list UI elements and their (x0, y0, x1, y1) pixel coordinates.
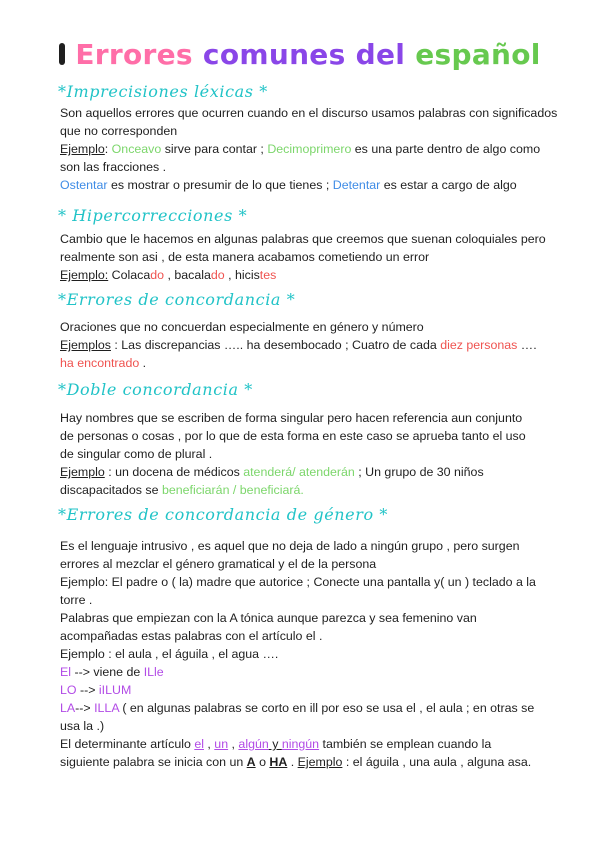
word-ostentar: Ostentar (60, 178, 108, 192)
text-fragment: --> (76, 683, 99, 697)
text-line: torre . (60, 593, 93, 607)
text-fragment: y (268, 737, 282, 751)
text-fragment: también se emplean cuando la (319, 737, 492, 751)
example-line (60, 463, 570, 481)
text-fragment: siguiente palabra se inicia con un (60, 755, 247, 769)
text-fragment: : un docena de médicos (104, 465, 244, 479)
page-title (0, 38, 600, 71)
article-el: El (60, 665, 72, 679)
letters-ha: HA (269, 755, 288, 769)
latin-source: ILle (143, 665, 164, 679)
latin-source: iILUM (98, 683, 132, 697)
text-fragment: , (203, 737, 215, 751)
article-la: LA (60, 701, 76, 715)
text-fragment: El determinante artículo (60, 737, 195, 751)
determinante-un: un (214, 737, 229, 751)
section-concordancia-body (60, 318, 570, 372)
example-line (60, 266, 570, 284)
section-imprecisiones-body (60, 104, 570, 194)
text-line: Ejemplo: El padre o ( la) madre que autorice ; Conecte una pantalla y( un ) teclado a la (60, 575, 536, 589)
text-fragment: o (255, 755, 270, 769)
text-fragment: . (287, 755, 298, 769)
heading-errores-concordancia: *Errores de concordancia * (58, 290, 296, 309)
text-fragment: : Las discrepancias ….. ha desembocado ; Cuatro de cada (110, 338, 441, 352)
title-word-comunes: comunes (202, 38, 346, 71)
article-lo: LO (60, 683, 77, 697)
heading-concordancia-genero: *Errores de concordancia de género * (58, 505, 388, 524)
highlight-red: diez personas (440, 338, 518, 352)
text-line: Palabras que empiezan con la A tónica aunque parezca y sea femenino van (60, 611, 477, 625)
heading-hipercorrecciones: * Hipercorrecciones * (58, 206, 248, 225)
text-line: realmente son asi , de esta manera acabamos cometiendo un error (60, 250, 430, 264)
text-fragment: --> (75, 701, 95, 715)
word-suffix-red: tes (259, 268, 277, 282)
section-genero-body (60, 537, 570, 771)
text-fragment: sirve para contar ; (161, 142, 264, 156)
text-line: Cambio que le hacemos en algunas palabras que creemos que suenan coloquiales pero (60, 232, 546, 246)
word-onceavo: Onceavo (111, 142, 162, 156)
highlight-red: ha encontrado (60, 356, 140, 370)
determinante-algun: algún (238, 737, 269, 751)
title-word-errores: Errores (75, 38, 193, 71)
text-fragment: discapacitados se (60, 483, 162, 497)
text-fragment: . (139, 356, 147, 370)
latin-source: ILLA (94, 701, 119, 715)
text-line (60, 481, 570, 499)
title-bar-mark (59, 43, 65, 65)
text-fragment: : el águila , una aula , alguna asa. (342, 755, 532, 769)
text-fragment: ( en algunas palabras se corto en ill por eso se usa el , el aula ; en otras se (118, 701, 535, 715)
heading-doble-concordancia: *Doble concordancia * (58, 380, 253, 399)
word-fragment: , hicis (224, 268, 260, 282)
determinante-el: el (194, 737, 204, 751)
text-line: son las fracciones . (60, 160, 167, 174)
etymology-lo (60, 681, 570, 699)
example-label: Ejemplo (60, 142, 105, 156)
word-fragment: Colaca (108, 268, 151, 282)
text-fragment: ; Un grupo de 30 niños (354, 465, 484, 479)
highlight-green: beneficiarán / beneficiará. (161, 483, 304, 497)
text-line: Hay nombres que se escriben de forma singular pero hacen referencia aun conjunto (60, 411, 523, 425)
text-fragment: …. (517, 338, 537, 352)
word-decimoprimero: Decimoprimero (267, 142, 352, 156)
heading-imprecisiones-lexicas: *Imprecisiones léxicas * (58, 82, 268, 101)
word-suffix-red: do (150, 268, 165, 282)
text-line: de personas o cosas , por lo que de esta forma en este caso se aprueba tanto el uso (60, 429, 526, 443)
text-fragment: , (228, 737, 239, 751)
determinante-line (60, 735, 570, 753)
example-label: Ejemplo (297, 755, 343, 769)
section-hipercorrecciones-body (60, 230, 570, 284)
definition-line (60, 176, 570, 194)
section-doble-body (60, 409, 570, 499)
text-fragment: es mostrar o presumir de lo que tienes ; (107, 178, 330, 192)
example-label: Ejemplo: (60, 268, 109, 282)
word-suffix-red: do (210, 268, 225, 282)
text-fragment: es una parte dentro de algo como (351, 142, 541, 156)
text-line: Ejemplo : el aula , el águila , el agua …. (60, 647, 279, 661)
etymology-el (60, 663, 570, 681)
text-line: Es el lenguaje intrusivo , es aquel que no deja de lado a ningún grupo , pero surgen (60, 539, 520, 553)
highlight-green: atenderá/ atenderán (243, 465, 355, 479)
example-label: Ejemplo (60, 465, 105, 479)
text-line: errores al mezclar el género gramatical y el de la persona (60, 557, 377, 571)
text-line: de singular como de plural . (60, 447, 213, 461)
text-line: que no corresponden (60, 124, 178, 138)
title-word-del: del (355, 38, 406, 71)
determinante-line (60, 753, 570, 771)
etymology-la (60, 699, 570, 717)
example-line (60, 140, 570, 158)
text-line: Oraciones que no concuerdan especialmente en género y número (60, 320, 424, 334)
text-line: Son aquellos errores que ocurren cuando en el discurso usamos palabras con significados (60, 106, 558, 120)
text-line: usa la .) (60, 719, 105, 733)
example-line (60, 336, 570, 354)
letter-a: A (246, 755, 256, 769)
word-detentar: Detentar (332, 178, 381, 192)
text-line (60, 354, 570, 372)
title-word-espanol: español (415, 38, 541, 71)
text-fragment: --> viene de (71, 665, 144, 679)
colon: : (104, 142, 109, 156)
text-fragment: es estar a cargo de algo (380, 178, 517, 192)
text-line: acompañadas estas palabras con el artículo el . (60, 629, 323, 643)
example-label: Ejemplos (60, 338, 111, 352)
determinante-ningun: ningún (281, 737, 320, 751)
word-fragment: , bacala (164, 268, 211, 282)
